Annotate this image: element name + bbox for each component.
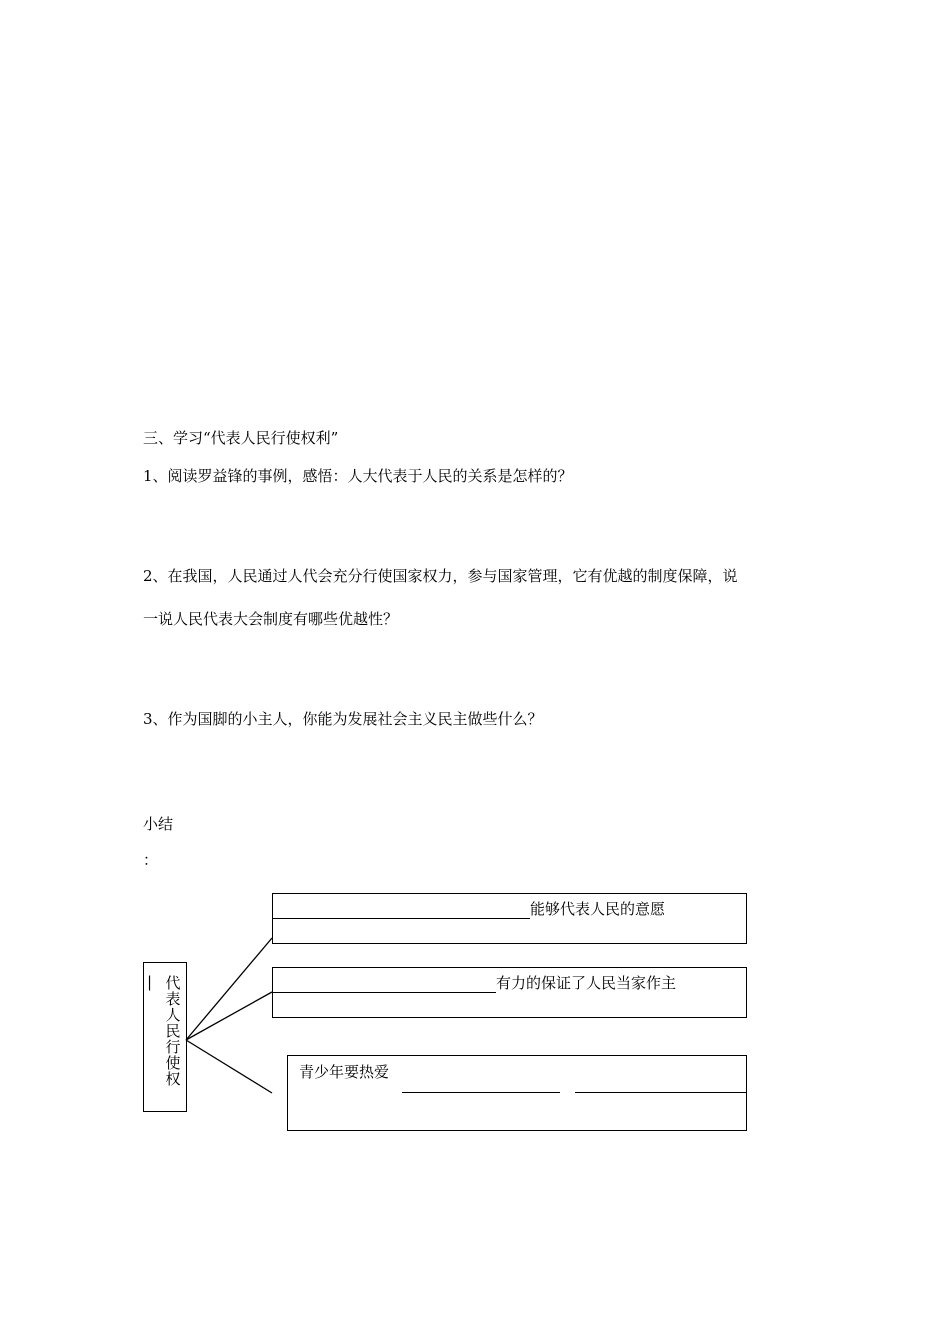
root-char: 人 (165, 1006, 181, 1024)
branch-2-blank (273, 992, 496, 993)
branch-1-blank (273, 918, 530, 919)
root-box (143, 962, 187, 1112)
branch-3-blank-1 (402, 1092, 560, 1093)
branch-3-text: 青少年要热爱 (299, 1063, 390, 1081)
summary-label: 小结 (143, 815, 174, 833)
root-bar: | (147, 973, 153, 991)
root-char: 代 (165, 974, 181, 992)
branch-2-text: 有力的保证了人民当家作主 (496, 974, 677, 992)
root-char: 表 (165, 990, 181, 1008)
root-vertical-text (165, 975, 181, 1087)
root-char: 权 (165, 1070, 181, 1088)
question-3: 3、作为国脚的小主人，你能为发展社会主义民主做些什么？ (143, 710, 543, 728)
root-char: 使 (165, 1054, 181, 1072)
branch-1-text: 能够代表人民的意愿 (530, 900, 666, 918)
root-char: 民 (165, 1022, 181, 1040)
question-2-line-2: 一说人民代表大会制度有哪些优越性？ (143, 610, 399, 628)
question-1: 1、阅读罗益锋的事例，感悟：人大代表于人民的关系是怎样的？ (143, 467, 573, 485)
section-title: 三、学习“代表人民行使权利” (143, 429, 339, 447)
root-char: 行 (165, 1038, 181, 1056)
summary-colon: ： (143, 851, 159, 869)
question-2-line-1: 2、在我国，人民通过人代会充分行使国家权力，参与国家管理，它有优越的制度保障，说 (143, 567, 738, 585)
branch-3-blank-2 (575, 1092, 746, 1093)
